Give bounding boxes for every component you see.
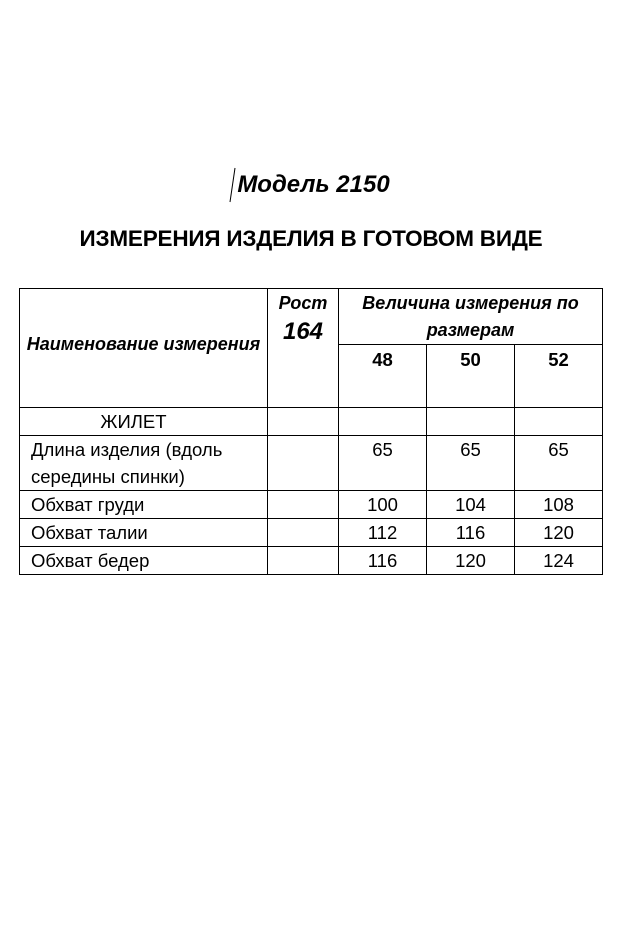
table-row [20, 436, 603, 491]
height-value-cell [268, 519, 339, 547]
size-48-cell [339, 345, 427, 408]
header-name-label: Наименование измерения [26, 333, 261, 354]
empty-cell [268, 408, 339, 436]
document-heading: ИЗМЕРЕНИЯ ИЗДЕЛИЯ В ГОТОВОМ ВИДЕ [79, 226, 543, 251]
size-label: 50 [460, 349, 481, 370]
measurement-label: Длина изделия (вдоль середины спинки) [20, 436, 268, 491]
empty-cell [339, 408, 427, 436]
table-row [20, 491, 603, 519]
value-cell: 104 [427, 491, 515, 519]
table-header-row [20, 289, 603, 345]
value-cell: 65 [427, 436, 515, 491]
size-52-cell [515, 345, 603, 408]
value-cell: 65 [339, 436, 427, 491]
value-cell: 120 [515, 519, 603, 547]
header-height-label: Рост [278, 293, 328, 313]
header-height-value: 164 [282, 318, 324, 345]
model-title: Модель 2150 [237, 171, 390, 198]
height-value-cell [268, 491, 339, 519]
value-cell: 100 [339, 491, 427, 519]
height-value-cell [268, 436, 339, 491]
header-name-cell [20, 289, 268, 408]
header-sizes-label: Величина измерения по размерам [362, 293, 579, 340]
height-value-cell [268, 547, 339, 575]
table-row [20, 547, 603, 575]
value-cell: 116 [427, 519, 515, 547]
empty-cell [515, 408, 603, 436]
size-50-cell [427, 345, 515, 408]
measurement-label: Обхват бедер [20, 547, 268, 575]
size-label: 52 [548, 349, 569, 370]
value-cell: 112 [339, 519, 427, 547]
value-cell: 65 [515, 436, 603, 491]
header-sizes-cell [339, 289, 603, 345]
empty-cell [427, 408, 515, 436]
value-cell: 108 [515, 491, 603, 519]
header-height-cell [268, 289, 339, 408]
table-row [20, 519, 603, 547]
measurement-label: Обхват груди [20, 491, 268, 519]
section-label: ЖИЛЕТ [20, 408, 268, 436]
value-cell: 124 [515, 547, 603, 575]
measurements-table [19, 288, 603, 575]
measurement-label: Обхват талии [20, 519, 268, 547]
value-cell: 116 [339, 547, 427, 575]
size-label: 48 [372, 349, 393, 370]
value-cell: 120 [427, 547, 515, 575]
section-row [20, 408, 603, 436]
